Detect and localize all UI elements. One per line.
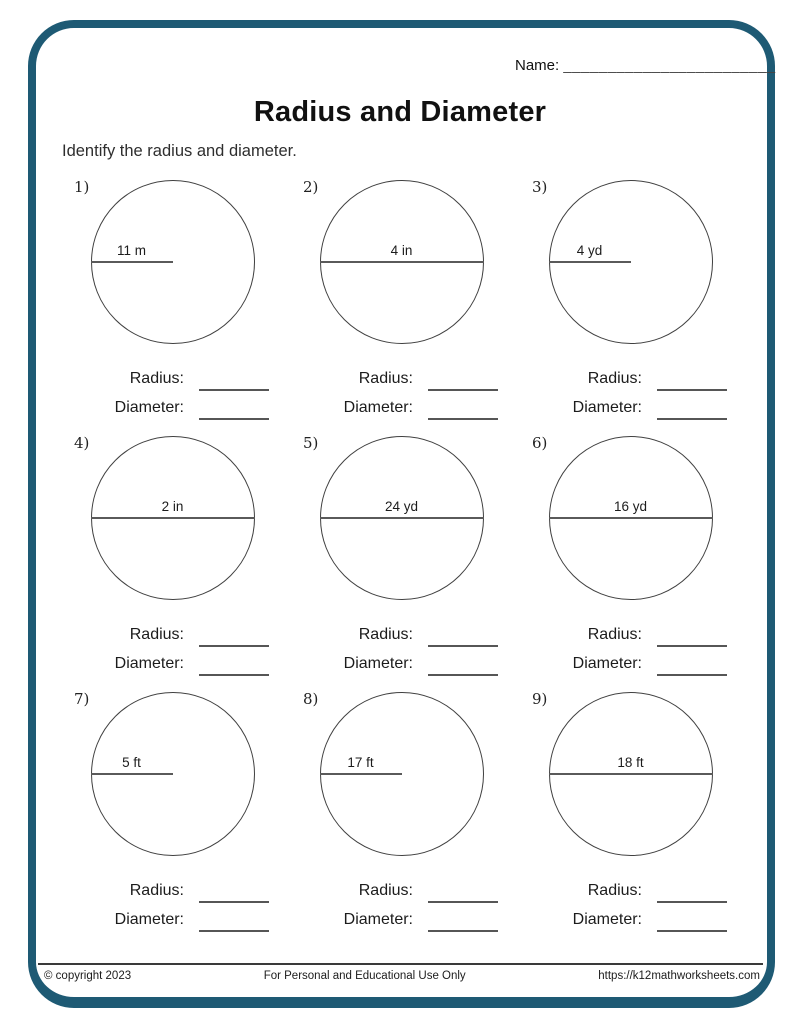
problem-cell	[58, 688, 287, 944]
answer-block	[58, 872, 287, 930]
measurement-line	[91, 773, 173, 775]
measurement-line	[320, 773, 402, 775]
diameter-label: Diameter:	[114, 655, 184, 672]
measurement-label: 2 in	[161, 499, 184, 514]
diameter-answer-row	[58, 645, 287, 674]
radius-answer-blank	[657, 643, 727, 647]
diameter-answer-blank	[657, 672, 727, 676]
diameter-label: Diameter:	[572, 911, 642, 928]
footer-copyright: © copyright 2023	[44, 970, 132, 982]
radius-answer-row	[287, 616, 516, 645]
radius-label: Radius:	[129, 370, 184, 387]
measurement-line	[320, 517, 484, 519]
diameter-label: Diameter:	[343, 655, 413, 672]
diameter-answer-blank	[199, 416, 269, 420]
answer-block	[58, 360, 287, 418]
problem-cell	[287, 688, 516, 944]
radius-answer-blank	[428, 899, 498, 903]
circle-diagram	[320, 436, 484, 600]
problem-cell	[516, 432, 745, 688]
radius-answer-blank	[657, 387, 727, 391]
diameter-answer-blank	[428, 928, 498, 932]
measurement-line	[549, 261, 631, 263]
radius-label: Radius:	[358, 882, 413, 899]
problem-number: 6)	[532, 434, 548, 452]
measurement-line	[549, 773, 713, 775]
answer-block	[516, 872, 745, 930]
problem-number: 2)	[303, 178, 319, 196]
diameter-label: Diameter:	[343, 911, 413, 928]
problem-number: 9)	[532, 690, 548, 708]
radius-answer-row	[516, 360, 745, 389]
diameter-answer-row	[58, 389, 287, 418]
measurement-label: 24 yd	[384, 499, 419, 514]
problem-number: 4)	[74, 434, 90, 452]
name-field	[515, 57, 776, 74]
diameter-answer-row	[516, 901, 745, 930]
diameter-label: Diameter:	[572, 399, 642, 416]
problem-cell	[287, 176, 516, 432]
measurement-label: 17 ft	[347, 755, 374, 770]
diameter-answer-blank	[657, 928, 727, 932]
name-blank-line: ________________________	[563, 57, 776, 74]
name-label: Name:	[515, 57, 560, 74]
circle-diagram	[320, 180, 484, 344]
answer-block	[287, 360, 516, 418]
diameter-answer-row	[287, 645, 516, 674]
measurement-line	[320, 261, 484, 263]
problem-cell	[58, 176, 287, 432]
radius-answer-row	[287, 872, 516, 901]
footer-divider	[38, 963, 763, 965]
problem-number: 8)	[303, 690, 319, 708]
radius-label: Radius:	[358, 370, 413, 387]
diameter-answer-blank	[657, 416, 727, 420]
radius-answer-row	[58, 616, 287, 645]
radius-answer-blank	[199, 899, 269, 903]
radius-label: Radius:	[358, 626, 413, 643]
answer-block	[287, 616, 516, 674]
footer-url: https://k12mathworksheets.com	[598, 970, 760, 982]
circle-diagram	[91, 692, 255, 856]
radius-answer-row	[516, 872, 745, 901]
problem-cell	[516, 176, 745, 432]
diameter-answer-row	[287, 901, 516, 930]
problem-number: 7)	[74, 690, 90, 708]
problem-cell	[287, 432, 516, 688]
diameter-label: Diameter:	[343, 399, 413, 416]
diameter-label: Diameter:	[114, 399, 184, 416]
measurement-label: 4 yd	[576, 243, 603, 258]
answer-block	[287, 872, 516, 930]
diameter-answer-blank	[199, 672, 269, 676]
diameter-answer-blank	[428, 416, 498, 420]
problem-number: 5)	[303, 434, 319, 452]
diameter-answer-row	[58, 901, 287, 930]
radius-answer-row	[58, 872, 287, 901]
radius-label: Radius:	[587, 882, 642, 899]
circle-diagram	[91, 436, 255, 600]
radius-answer-blank	[428, 643, 498, 647]
diameter-answer-row	[516, 389, 745, 418]
footer	[44, 970, 760, 982]
radius-label: Radius:	[587, 626, 642, 643]
diameter-answer-row	[516, 645, 745, 674]
radius-answer-blank	[199, 387, 269, 391]
circle-diagram	[91, 180, 255, 344]
diameter-answer-blank	[199, 928, 269, 932]
measurement-label: 16 yd	[613, 499, 648, 514]
answer-block	[58, 616, 287, 674]
diameter-answer-row	[287, 389, 516, 418]
circle-diagram	[320, 692, 484, 856]
circle-diagram	[549, 692, 713, 856]
problem-cell	[58, 432, 287, 688]
measurement-label: 11 m	[116, 243, 146, 258]
radius-label: Radius:	[129, 626, 184, 643]
radius-answer-blank	[428, 387, 498, 391]
measurement-line	[91, 261, 173, 263]
radius-answer-row	[58, 360, 287, 389]
measurement-label: 4 in	[390, 243, 413, 258]
measurement-line	[91, 517, 255, 519]
problems-grid	[58, 176, 745, 944]
radius-answer-row	[516, 616, 745, 645]
radius-label: Radius:	[129, 882, 184, 899]
instruction-text: Identify the radius and diameter.	[62, 142, 297, 160]
problem-number: 3)	[532, 178, 548, 196]
radius-label: Radius:	[587, 370, 642, 387]
problem-cell	[516, 688, 745, 944]
radius-answer-blank	[199, 643, 269, 647]
circle-diagram	[549, 180, 713, 344]
measurement-label: 5 ft	[122, 755, 141, 770]
radius-answer-row	[287, 360, 516, 389]
footer-usage-note: For Personal and Educational Use Only	[263, 970, 466, 982]
diameter-label: Diameter:	[572, 655, 642, 672]
measurement-label: 18 ft	[617, 755, 644, 770]
measurement-line	[549, 517, 713, 519]
diameter-answer-blank	[428, 672, 498, 676]
answer-block	[516, 360, 745, 418]
answer-block	[516, 616, 745, 674]
page-title: Radius and Diameter	[253, 96, 547, 128]
problem-number: 1)	[74, 178, 90, 196]
diameter-label: Diameter:	[114, 911, 184, 928]
circle-diagram	[549, 436, 713, 600]
radius-answer-blank	[657, 899, 727, 903]
